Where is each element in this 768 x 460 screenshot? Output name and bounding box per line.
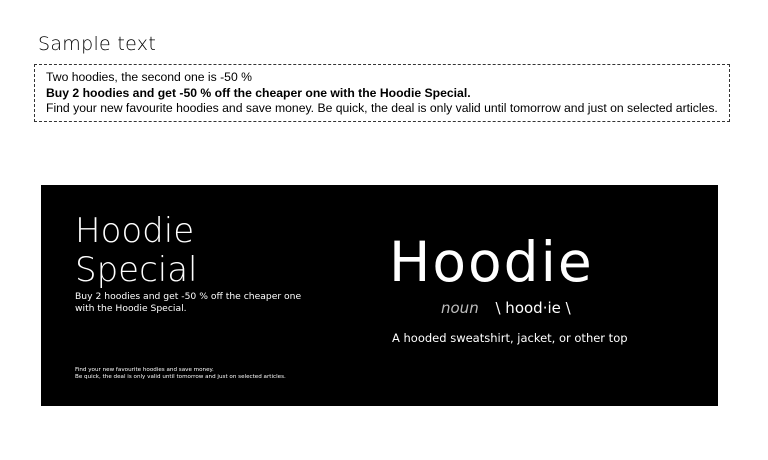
pronunciation: \ hood·ie \ (495, 299, 571, 317)
part-of-speech: noun (441, 299, 479, 317)
pronunciation-line (441, 299, 571, 317)
hoodie-banner (41, 185, 718, 406)
banner-subtitle: Buy 2 hoodies and get -50 % off the cheaper one with the Hoodie Special. (75, 291, 302, 314)
definition: A hooded sweatshirt, jacket, or other top (392, 331, 628, 345)
banner-title (75, 212, 275, 290)
sample-text-box (34, 64, 730, 122)
sample-offer: Buy 2 hoodies and get -50 % off the cheaper one with the Hoodie Special. (46, 85, 471, 100)
section-title: Sample text (38, 33, 157, 55)
banner-fine-line-1: Find your new favourite hoodies and save money. (75, 367, 214, 373)
sample-headline: Two hoodies, the second one is -50 % (46, 70, 252, 84)
dictionary-word: Hoodie (389, 230, 594, 294)
banner-fine-line-2: Be quick, the deal is only valid until tomorrow and just on selected articles. (75, 374, 286, 381)
banner-fine-print (75, 367, 286, 382)
banner-title-line-2: Special (75, 250, 198, 290)
banner-title-line-1: Hoodie (75, 211, 195, 251)
sample-body: Find your new favourite hoodies and save money. Be quick, the deal is only valid until tomorrow and just on selected articles. (46, 101, 718, 115)
